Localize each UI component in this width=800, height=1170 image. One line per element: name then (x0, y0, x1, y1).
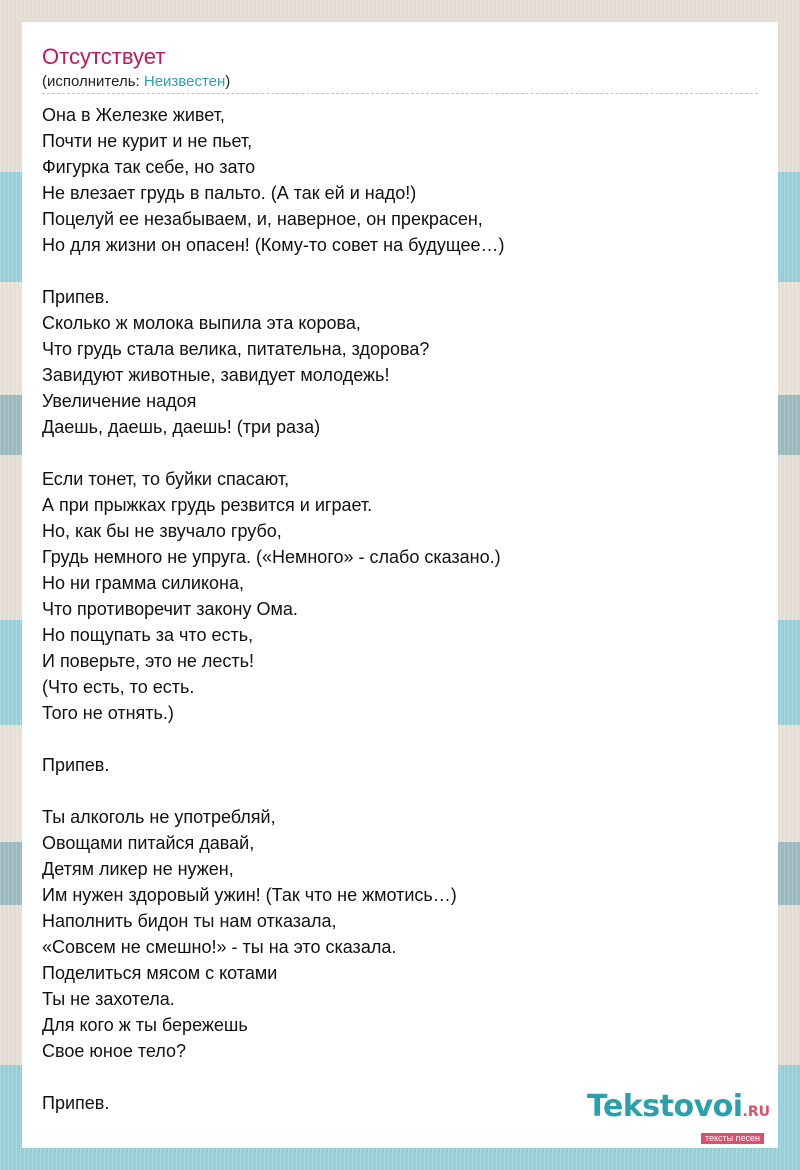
performer-link[interactable]: Неизвестен (143, 73, 226, 90)
lyric-line: Фигурка так себе, но зато (42, 157, 256, 177)
lyric-line: Если тонет, то буйки спасают, (42, 469, 290, 489)
lyric-line: Увеличение надоя (42, 391, 197, 411)
lyric-line: Сколько ж молока выпила эта корова, (42, 313, 361, 333)
lyric-line: Завидуют животные, завидует молодежь! (42, 365, 390, 385)
lyric-line: А при прыжках грудь резвится и играет. (42, 495, 373, 515)
lyric-line: Припев. (42, 1093, 110, 1113)
lyric-line: Что грудь стала велика, питательна, здорова? (42, 339, 430, 359)
lyric-line: (Что есть, то есть. (42, 677, 195, 697)
header-divider (42, 93, 758, 94)
performer-prefix: (исполнитель: (42, 73, 144, 90)
stanza-break (42, 1064, 758, 1090)
lyric-line: Грудь немного не упруга. («Немного» - слабо сказано.) (42, 547, 501, 567)
lyric-line: Она в Железке живет, (42, 105, 225, 125)
lyric-line: Поцелуй ее незабываем, и, наверное, он прекрасен, (42, 209, 483, 229)
lyric-line: Припев. (42, 755, 110, 775)
lyric-line: Им нужен здоровый ужин! (Так что не жмотись…) (42, 885, 457, 905)
lyric-line: Ты не захотела. (42, 989, 175, 1009)
lyric-line: Но пощупать за что есть, (42, 625, 254, 645)
performer-suffix: ) (225, 73, 231, 90)
song-title: Отсутствует (42, 44, 166, 69)
lyrics-card (22, 22, 778, 1148)
lyric-line: Овощами питайся давай, (42, 833, 255, 853)
stanza-break (42, 726, 758, 752)
lyric-line: Но, как бы не звучало грубо, (42, 521, 282, 541)
lyric-line: «Совсем не смешно!» - ты на это сказала. (42, 937, 397, 957)
lyric-line: Припев. (42, 287, 110, 307)
stanza-break (42, 778, 758, 804)
logo-wordmark: Tekstovoi.RU (586, 1089, 770, 1124)
stanza-break (42, 258, 758, 284)
lyric-line: Не влезает грудь в пальто. (А так ей и надо!) (42, 183, 417, 203)
lyric-line: Почти не курит и не пьет, (42, 131, 253, 151)
lyric-line: Наполнить бидон ты нам отказала, (42, 911, 337, 931)
lyric-line: Поделиться мясом с котами (42, 963, 278, 983)
logo-tagline: тексты песен (701, 1133, 764, 1144)
lyric-line: Того не отнять.) (42, 703, 174, 723)
lyric-line: Свое юное тело? (42, 1041, 187, 1061)
stanza-break (42, 440, 758, 466)
logo-tld: .RU (742, 1104, 770, 1120)
lyric-line: Но ни грамма силикона, (42, 573, 245, 593)
lyrics-body (42, 102, 758, 1116)
lyric-line: Что противоречит закону Ома. (42, 599, 298, 619)
performer-line (42, 73, 230, 91)
lyric-line: Ты алкоголь не употребляй, (42, 807, 276, 827)
lyric-line: И поверьте, это не лесть! (42, 651, 255, 671)
lyric-line: Детям ликер не нужен, (42, 859, 234, 879)
lyric-line: Для кого ж ты бережешь (42, 1015, 248, 1035)
site-logo[interactable] (587, 1091, 770, 1146)
lyric-line: Но для жизни он опасен! (Кому-то совет на будущее…) (42, 235, 505, 255)
lyric-line: Даешь, даешь, даешь! (три раза) (42, 417, 321, 437)
